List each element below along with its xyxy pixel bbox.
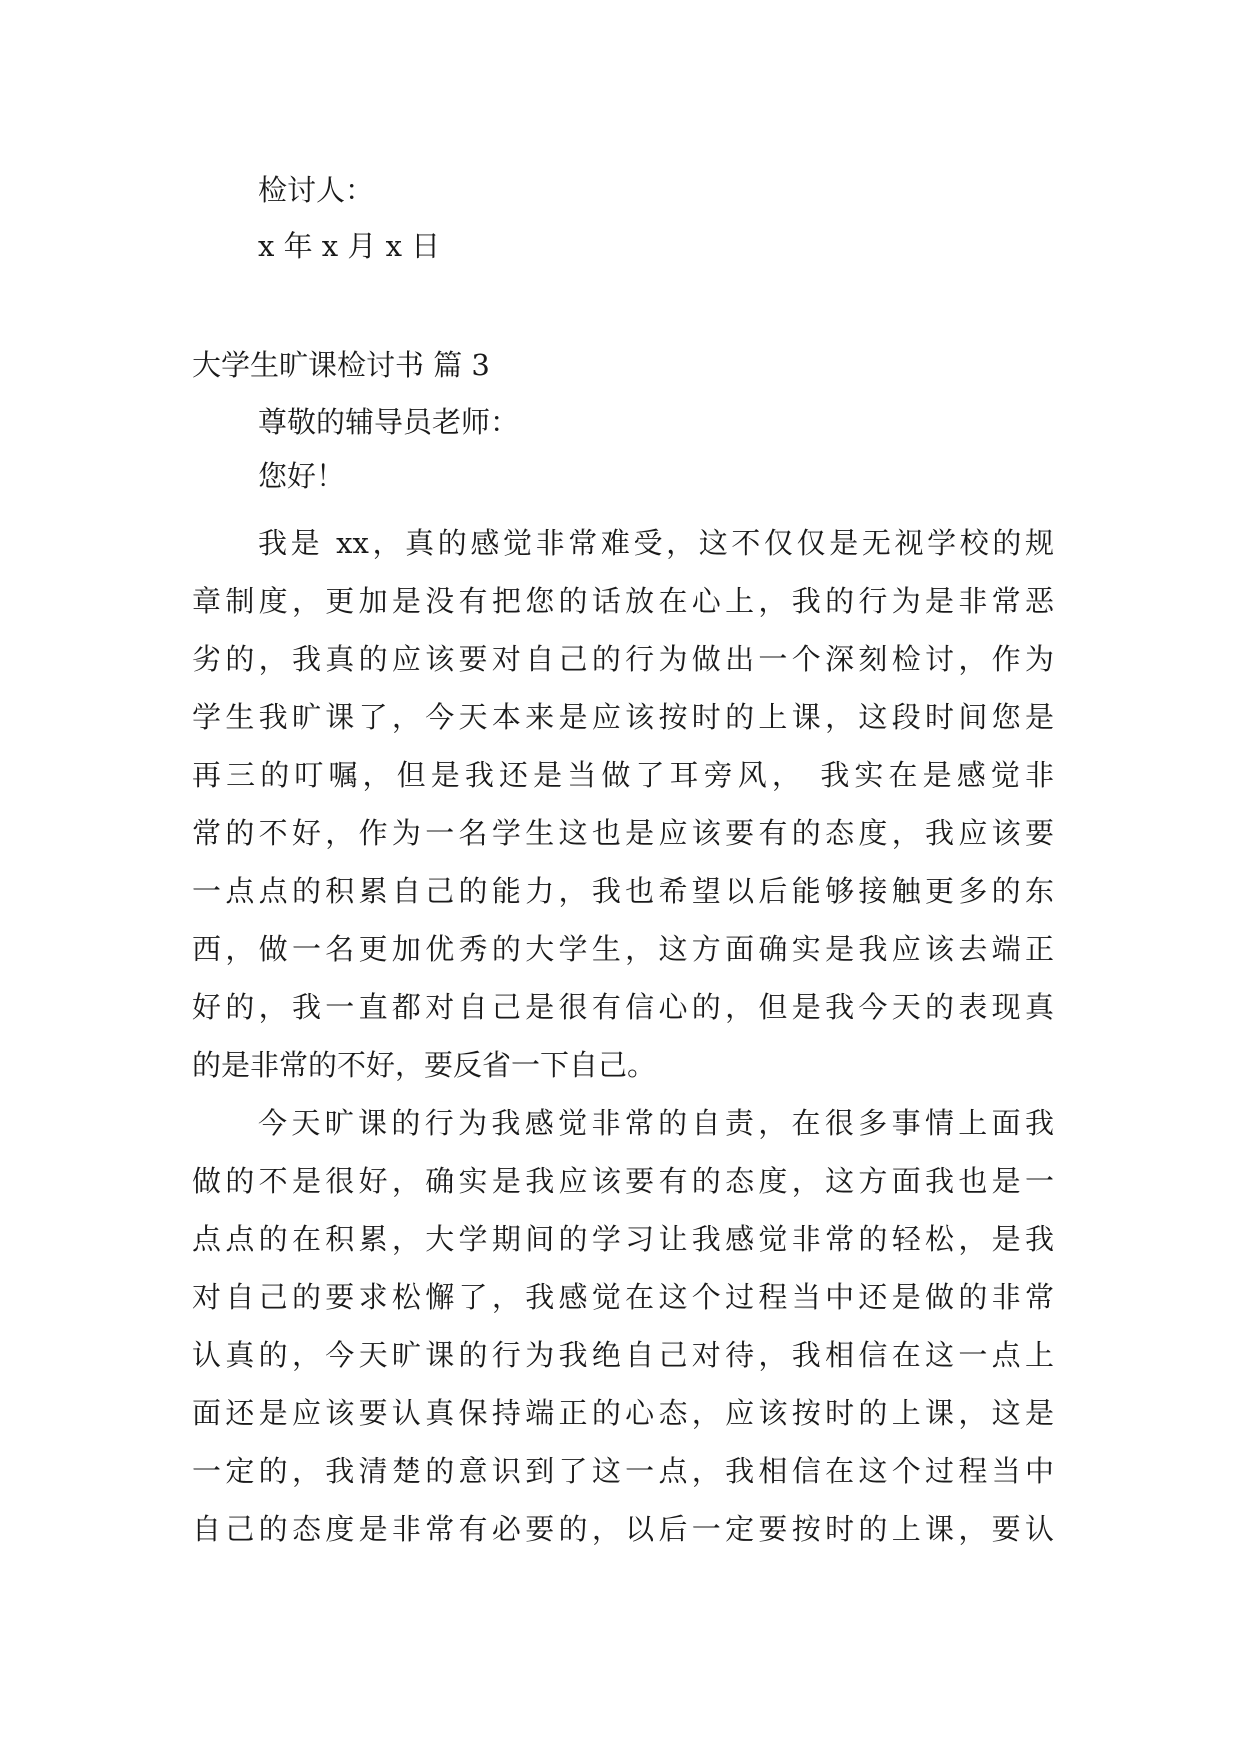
paragraph-line: 的是非常的不好，要反省一下自己。	[192, 1048, 657, 1082]
greeting: 您好！	[258, 459, 346, 493]
paragraph-line: 一定的，我清楚的意识到了这一点，我相信在这个过程当中	[192, 1454, 1054, 1488]
paragraph-line: 学生我旷课了，今天本来是应该按时的上课，这段时间您是	[192, 700, 1054, 734]
paragraph-line: 面还是应该要认真保持端正的心态，应该按时的上课，这是	[192, 1396, 1054, 1430]
paragraph-line: 今天旷课的行为我感觉非常的自责，在很多事情上面我	[258, 1106, 1054, 1140]
paragraph-line: 点点的在积累，大学期间的学习让我感觉非常的轻松，是我	[192, 1222, 1054, 1256]
paragraph-line: 做的不是很好，确实是我应该要有的态度，这方面我也是一	[192, 1164, 1054, 1198]
reviewer-signature-label: 检讨人：	[258, 173, 375, 207]
body-paragraph	[192, 1094, 1054, 1558]
paragraph-line: 常的不好，作为一名学生这也是应该要有的态度，我应该要	[192, 816, 1054, 850]
paragraph-line: 我是 xx，真的感觉非常难受，这不仅仅是无视学校的规	[258, 526, 1054, 560]
paragraph-line: 再三的叮嘱，但是我还是当做了耳旁风， 我实在是感觉非	[192, 758, 1054, 792]
paragraph-line: 认真的，今天旷课的行为我绝自己对待，我相信在这一点上	[192, 1338, 1054, 1372]
paragraph-line: 一点点的积累自己的能力，我也希望以后能够接触更多的东	[192, 874, 1054, 908]
signature-date: x 年 x 月 x 日	[258, 229, 441, 263]
paragraph-line: 章制度，更加是没有把您的话放在心上，我的行为是非常恶	[192, 584, 1054, 618]
salutation: 尊敬的辅导员老师：	[258, 405, 520, 439]
paragraph-line: 自己的态度是非常有必要的，以后一定要按时的上课，要认	[192, 1512, 1054, 1546]
paragraph-line: 劣的，我真的应该要对自己的行为做出一个深刻检讨，作为	[192, 642, 1054, 676]
paragraph-line: 对自己的要求松懈了，我感觉在这个过程当中还是做的非常	[192, 1280, 1054, 1314]
paragraph-line: 西，做一名更加优秀的大学生，这方面确实是我应该去端正	[192, 932, 1054, 966]
section-heading: 大学生旷课检讨书 篇 3	[192, 348, 490, 382]
paragraph-line: 好的，我一直都对自己是很有信心的，但是我今天的表现真	[192, 990, 1054, 1024]
body-paragraph	[192, 514, 1054, 1094]
